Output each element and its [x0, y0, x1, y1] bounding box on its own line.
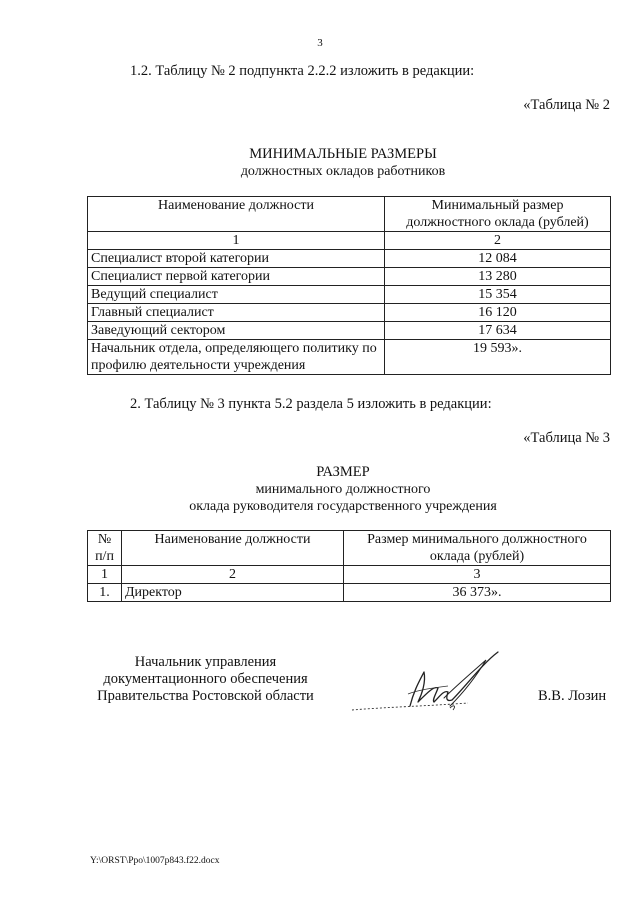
table-row: [88, 584, 611, 602]
table-row: [88, 322, 611, 340]
table-3-subtitle-2: оклада руководителя государственного учреждения: [189, 499, 497, 514]
header-salary: Размер минимального должностного оклада (рублей): [344, 531, 611, 566]
position-name: Специалист первой категории: [88, 268, 385, 286]
table-2-subtitle: должностных окладов работников: [240, 164, 446, 179]
table-row: [88, 286, 611, 304]
colnum-2: 2: [122, 566, 344, 584]
table-row: [88, 304, 611, 322]
salary-value: 17 634: [385, 322, 611, 340]
header-salary: Минимальный размер должностного оклада (рублей): [385, 197, 611, 232]
row-number: 1.: [88, 584, 122, 602]
table-row: [88, 250, 611, 268]
paragraph-1-2: 1.2. Таблицу № 2 подпункта 2.2.2 изложить в редакции:: [130, 63, 475, 79]
table-row: [88, 268, 611, 286]
signatory-title-line: документационного обеспечения: [103, 671, 308, 687]
signatory-title-line: Правительства Ростовской области: [97, 688, 314, 704]
header-position: Наименование должности: [122, 531, 344, 566]
table-3-title: РАЗМЕР: [316, 464, 370, 480]
handwritten-signature: [348, 650, 508, 720]
salary-value: 16 120: [385, 304, 611, 322]
table-colnum-row: [88, 232, 611, 250]
position-name: Ведущий специалист: [88, 286, 385, 304]
file-path-footer: Y:\ORST\Ppo\1007p843.f22.docx: [90, 856, 220, 866]
salary-value: 19 593».: [385, 340, 611, 375]
table-2-marker: «Таблица № 2: [523, 97, 610, 113]
salary-table-workers: [87, 196, 611, 375]
header-number: № п/п: [88, 531, 122, 566]
colnum-3: 3: [344, 566, 611, 584]
salary-value: 13 280: [385, 268, 611, 286]
paragraph-2: 2. Таблицу № 3 пункта 5.2 раздела 5 изложить в редакции:: [130, 396, 492, 412]
table-header-row: [88, 197, 611, 232]
table-2-title: МИНИМАЛЬНЫЕ РАЗМЕРЫ: [249, 146, 437, 162]
position-name: Заведующий сектором: [88, 322, 385, 340]
salary-value: 12 084: [385, 250, 611, 268]
signatory-title: [88, 654, 323, 705]
table-row: [88, 340, 611, 375]
salary-value: 15 354: [385, 286, 611, 304]
table-3-marker: «Таблица № 3: [523, 430, 610, 446]
table-3-subtitle-1: минимального должностного: [255, 482, 431, 497]
colnum-2: 2: [385, 232, 611, 250]
position-name: Директор: [122, 584, 344, 602]
colnum-1: 1: [88, 566, 122, 584]
page-number: 3: [317, 37, 323, 49]
signatory-name: В.В. Лозин: [538, 688, 607, 704]
position-name: Главный специалист: [88, 304, 385, 322]
table-colnum-row: [88, 566, 611, 584]
colnum-1: 1: [88, 232, 385, 250]
header-position: Наименование должности: [88, 197, 385, 232]
position-name: Специалист второй категории: [88, 250, 385, 268]
position-name: Начальник отдела, определяющего политику по профилю деятельности учреждения: [88, 340, 385, 375]
table-header-row: [88, 531, 611, 566]
salary-value: 36 373».: [344, 584, 611, 602]
salary-table-director: [87, 530, 611, 602]
signatory-title-line: Начальник управления: [134, 654, 277, 670]
